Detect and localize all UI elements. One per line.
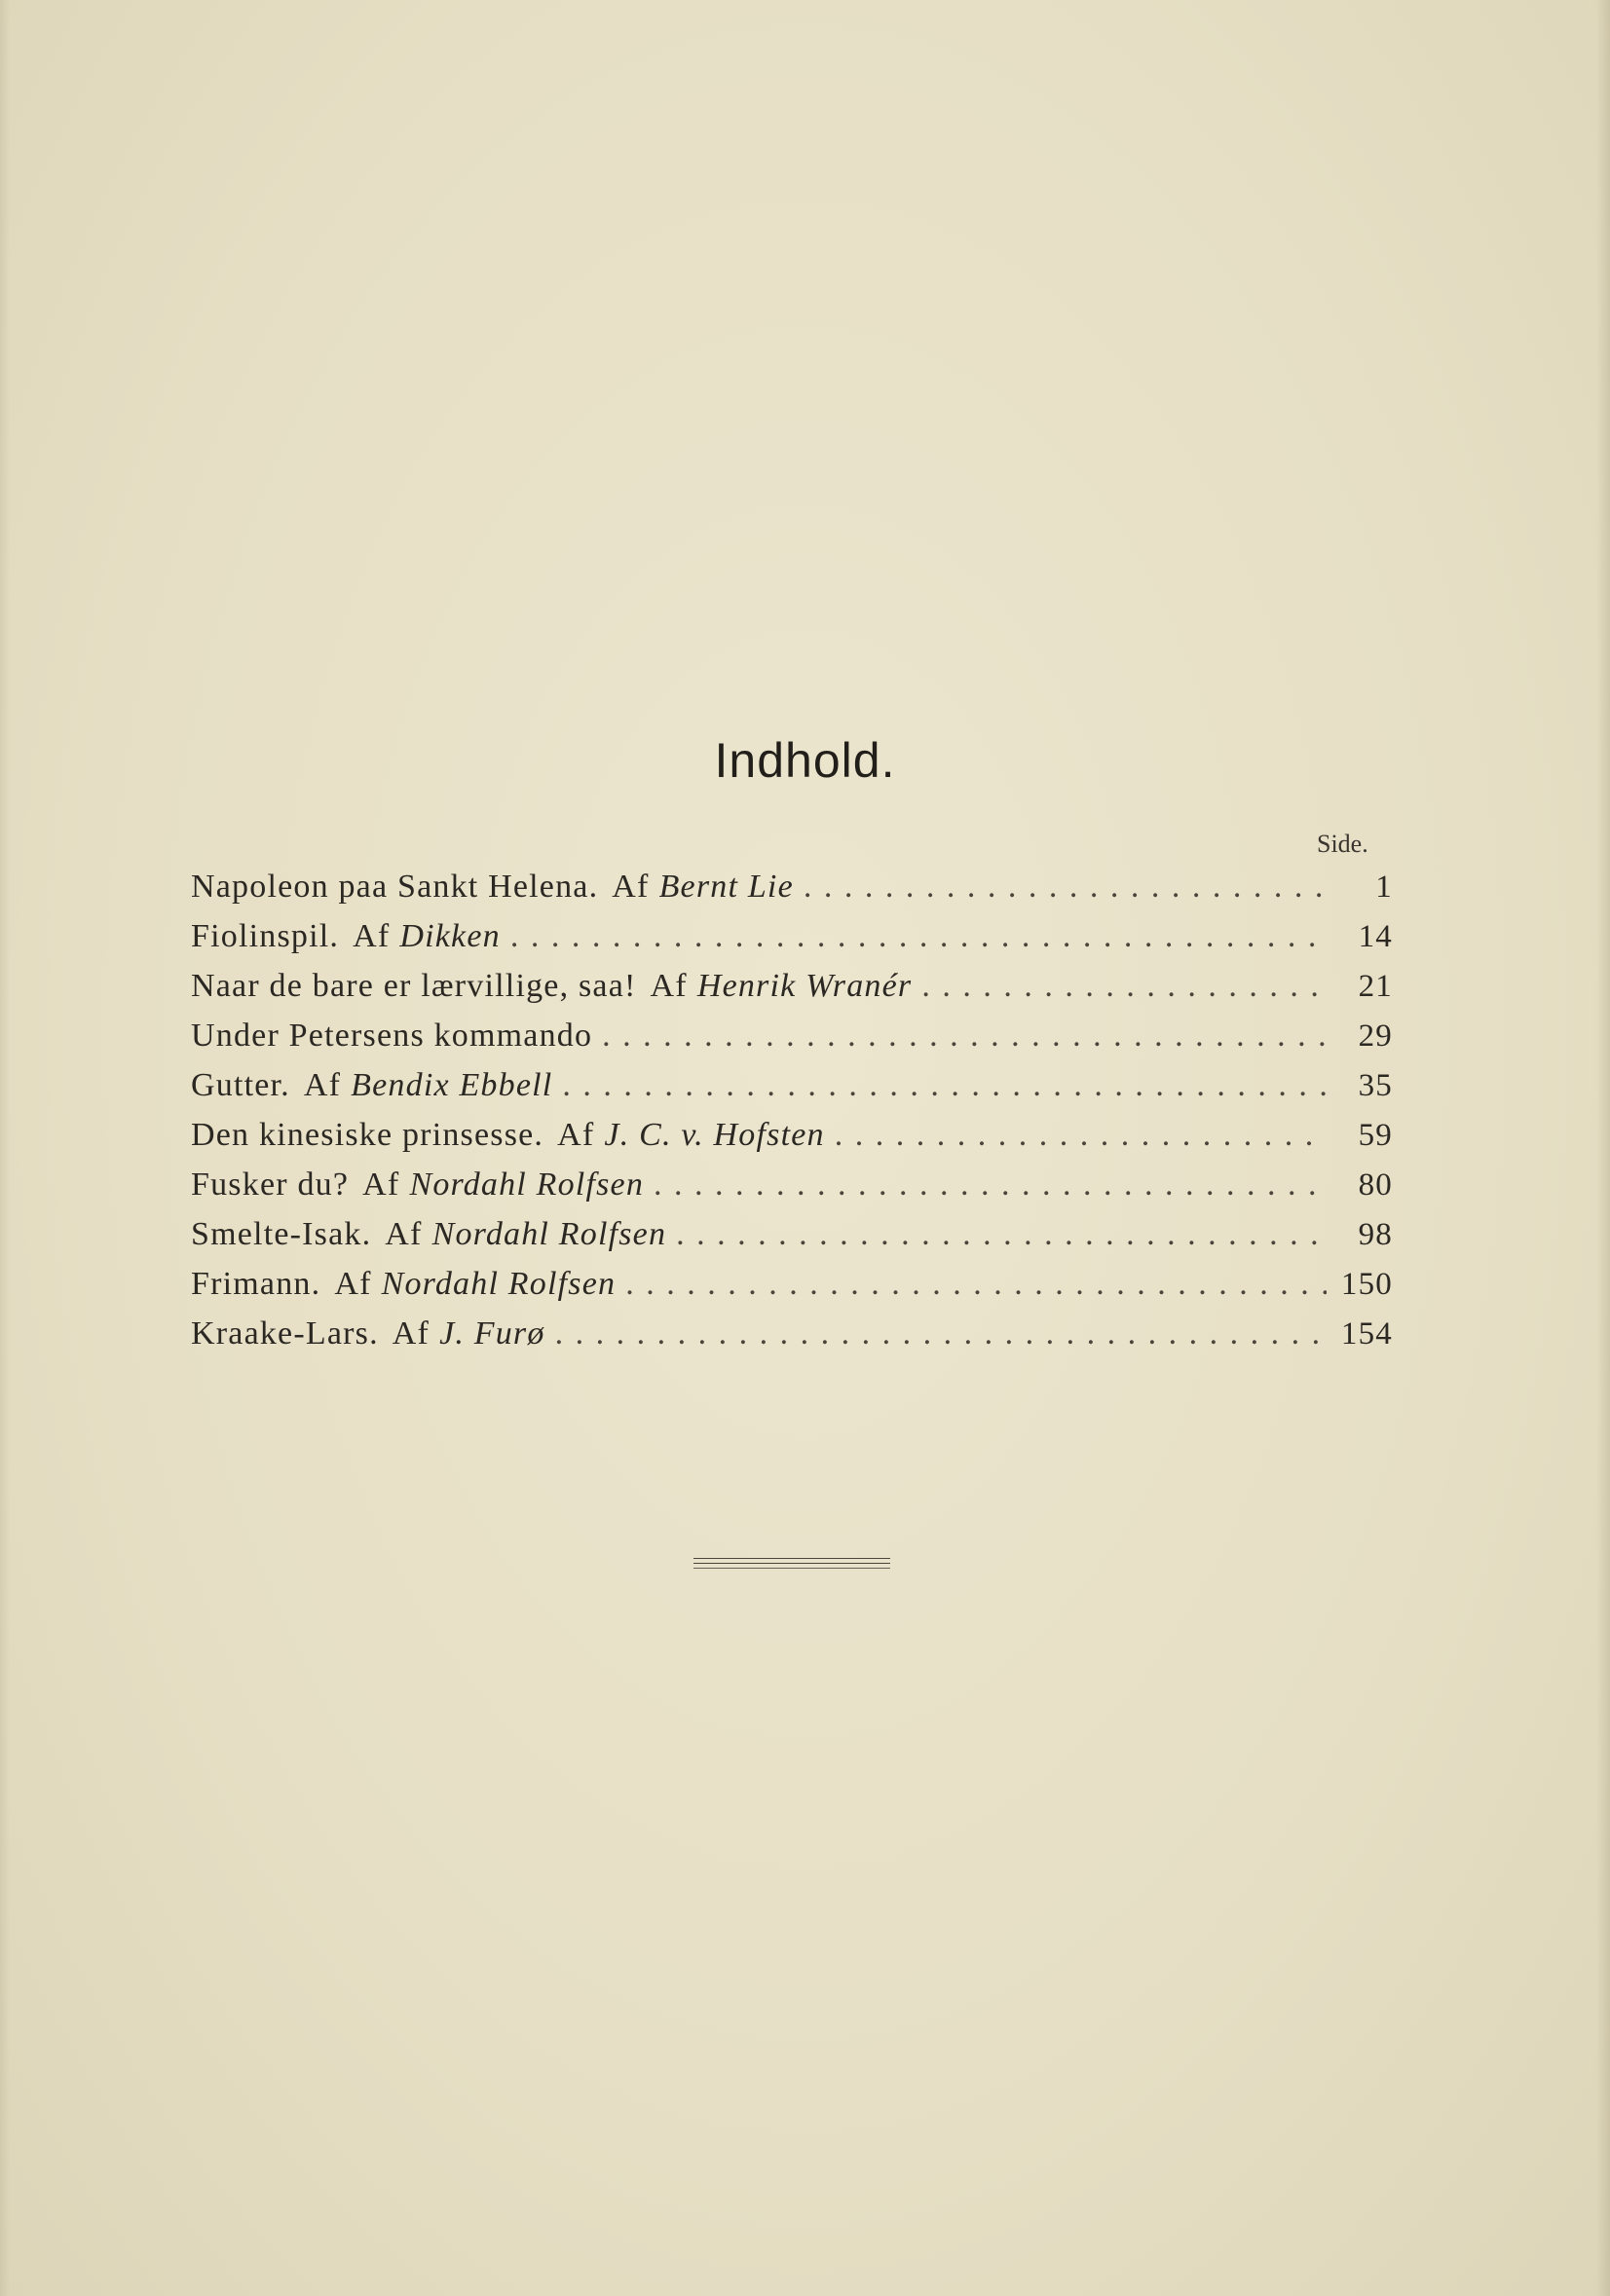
page-title: Indhold. [714, 733, 896, 788]
entry-author: J. Furø [439, 1315, 545, 1352]
toc-entry [191, 1266, 1393, 1315]
dot-leader [555, 1315, 1327, 1352]
end-rule [693, 1568, 890, 1569]
toc-entry [191, 1167, 1393, 1216]
entry-author: Henrik Wranér [696, 968, 913, 1004]
dot-leader [835, 1117, 1327, 1154]
entry-author: J. C. v. Hofsten [604, 1117, 825, 1153]
entry-page-number: 1 [1375, 870, 1393, 905]
entry-author: Nordahl Rolfsen [381, 1266, 617, 1302]
entry-title: Kraake-Lars. [191, 1315, 379, 1352]
toc-entry [191, 1216, 1393, 1266]
dot-leader [625, 1266, 1327, 1303]
entry-by: Af [353, 918, 391, 954]
entry-page-number: 98 [1358, 1217, 1393, 1252]
entry-by: Af [557, 1117, 595, 1153]
dot-leader [804, 869, 1327, 906]
entry-by: Af [650, 968, 688, 1004]
toc-entry [191, 1067, 1393, 1117]
entry-title: Den kinesiske prinsesse. [191, 1117, 544, 1153]
page-edge-right [1596, 0, 1610, 2296]
entry-by: Af [362, 1167, 400, 1203]
dot-leader [602, 1018, 1327, 1055]
entry-title: Fusker du? [191, 1167, 350, 1203]
entry-page-number: 154 [1340, 1316, 1393, 1352]
entry-title: Naar de bare er lærvillige, saa! [191, 968, 637, 1004]
entry-page-number: 35 [1358, 1068, 1393, 1103]
entry-title: Under Petersens kommando [191, 1018, 593, 1054]
end-rule [693, 1558, 890, 1559]
entry-page-number: 59 [1358, 1118, 1393, 1153]
entry-page-number: 21 [1358, 969, 1393, 1004]
entry-by: Af [303, 1067, 342, 1103]
entry-page-number: 14 [1358, 919, 1393, 954]
dot-leader [676, 1216, 1327, 1253]
toc-entry [191, 1315, 1393, 1365]
entry-title: Napoleon paa Sankt Helena. [191, 869, 599, 905]
entry-title: Fiolinspil. [191, 918, 340, 954]
page-column-label: Side. [1317, 830, 1368, 858]
entry-by: Af [385, 1216, 423, 1252]
toc-entry [191, 968, 1393, 1018]
entry-author: Bernt Lie [658, 869, 794, 905]
entry-author: Bendix Ebbell [351, 1067, 553, 1103]
entry-page-number: 80 [1358, 1167, 1393, 1203]
entry-page-number: 29 [1358, 1018, 1393, 1054]
dot-leader [562, 1067, 1327, 1104]
entry-title: Gutter. [191, 1067, 290, 1103]
toc-entry [191, 1018, 1393, 1067]
entry-author: Dikken [399, 918, 501, 954]
end-rule [693, 1563, 890, 1564]
dot-leader [921, 968, 1327, 1005]
dot-leader [510, 918, 1327, 955]
entry-by: Af [612, 869, 650, 905]
entry-title: Frimann. [191, 1266, 321, 1302]
entry-title: Smelte-Isak. [191, 1216, 372, 1252]
toc-entry [191, 918, 1393, 968]
entry-by: Af [392, 1315, 431, 1352]
entry-page-number: 150 [1340, 1267, 1393, 1302]
entry-author: Nordahl Rolfsen [431, 1216, 667, 1252]
entry-author: Nordahl Rolfsen [409, 1167, 645, 1203]
page-edge-left [0, 0, 10, 2296]
dot-leader [654, 1167, 1327, 1204]
toc-entry [191, 1117, 1393, 1167]
toc-entry [191, 869, 1393, 918]
table-of-contents [191, 869, 1393, 1365]
entry-by: Af [334, 1266, 372, 1302]
